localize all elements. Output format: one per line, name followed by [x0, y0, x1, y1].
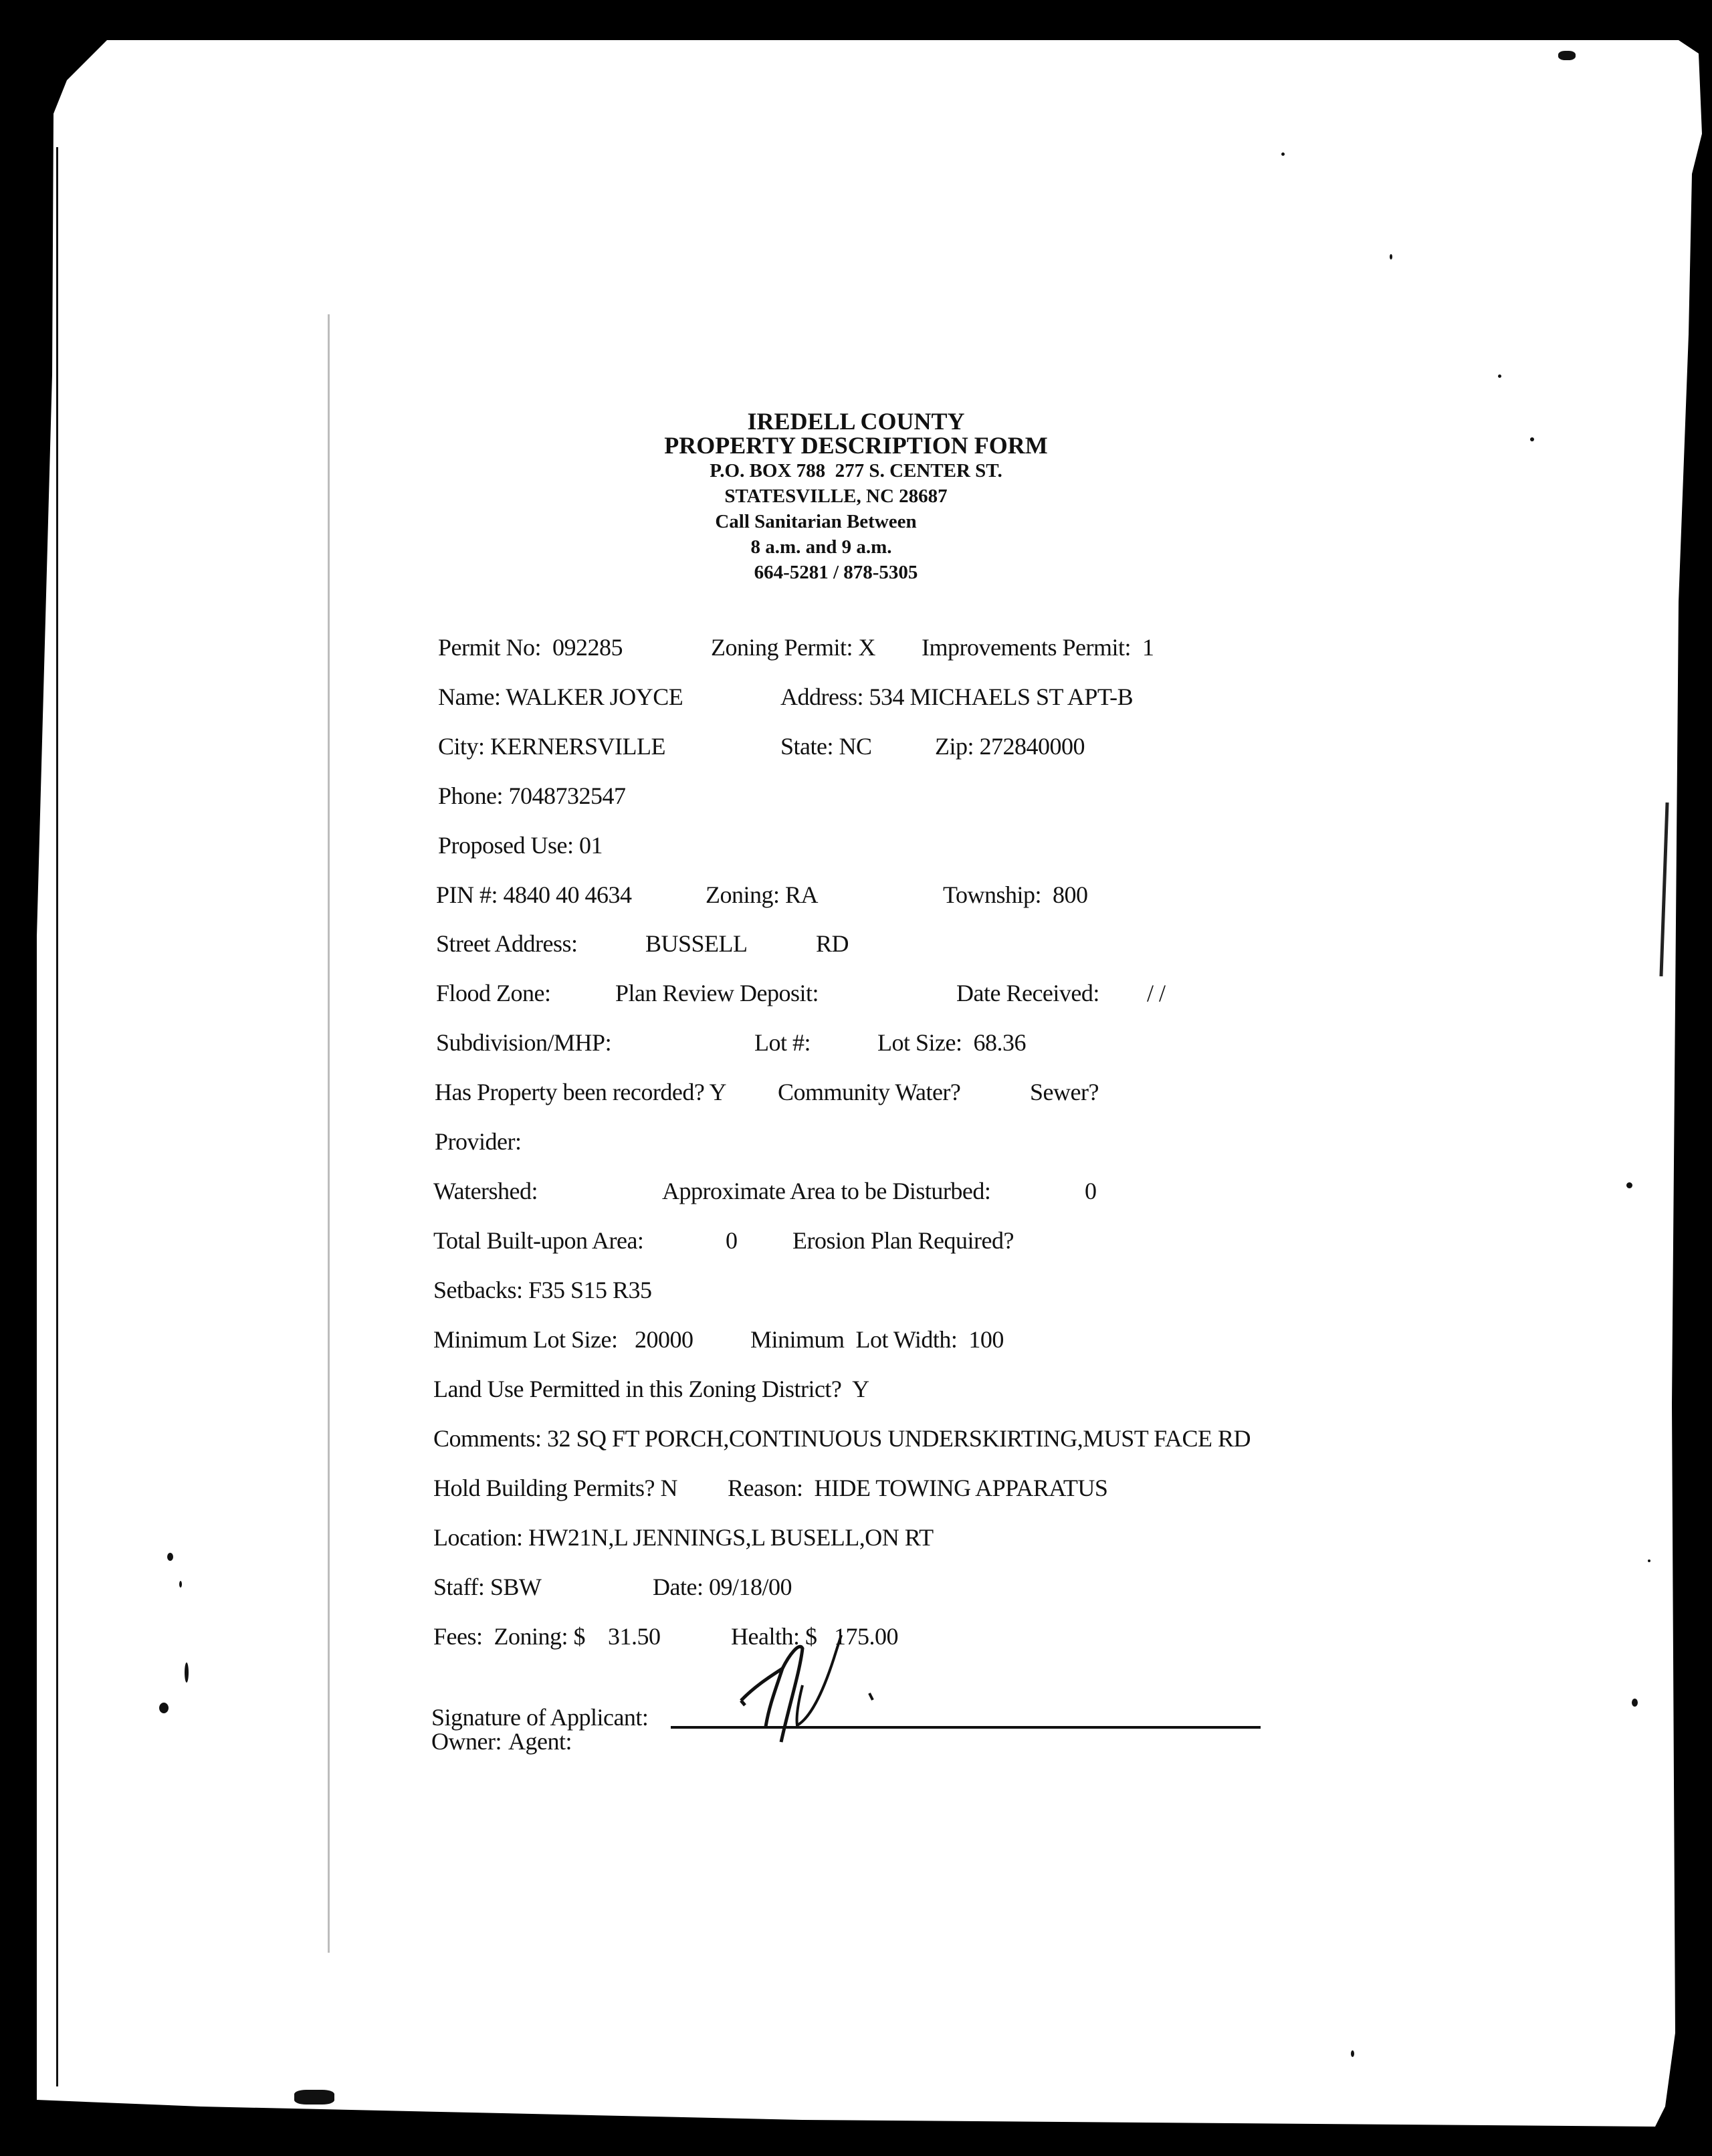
scan-speck: [185, 1662, 189, 1683]
owner-label: Owner:: [431, 1728, 502, 1755]
scan-speck: [1351, 2050, 1354, 2057]
hold-reason: Reason: HIDE TOWING APPARATUS: [728, 1475, 1108, 1501]
township: Township: 800: [943, 881, 1088, 908]
county-title: IREDELL COUNTY: [747, 408, 965, 435]
header-address: P.O. BOX 788 277 S. CENTER ST.: [710, 460, 1002, 481]
applicant-name: Name: WALKER JOYCE: [438, 683, 683, 710]
built-upon-label: Total Built-upon Area:: [433, 1227, 644, 1254]
zoning: Zoning: RA: [706, 881, 819, 908]
scan-speck: [159, 1703, 169, 1713]
lot-number: Lot #:: [754, 1029, 811, 1056]
margin-line: [328, 314, 330, 1953]
signature-stroke-1: [741, 1668, 782, 1727]
header-phones: 664-5281 / 878-5305: [754, 562, 918, 583]
pin-number: PIN #: 4840 40 4634: [436, 881, 632, 908]
property-recorded: Has Property been recorded? Y: [435, 1079, 726, 1105]
zoning-permit: Zoning Permit: X: [711, 634, 875, 661]
signature-stroke-2: [741, 1701, 745, 1705]
proposed-use: Proposed Use: 01: [438, 832, 603, 859]
applicant-state: State: NC: [780, 733, 872, 760]
permit-no: Permit No: 092285: [438, 634, 623, 661]
header-call-line: Call Sanitarian Between: [715, 511, 917, 532]
land-use-permitted: Land Use Permitted in this Zoning District? Y: [433, 1376, 869, 1402]
scan-smudge: [294, 2090, 334, 2105]
scan-speck: [1530, 437, 1534, 441]
fees-health: Health: $ 175.00: [731, 1623, 898, 1650]
area-disturbed-value: 0: [1085, 1178, 1097, 1204]
scan-speck: [167, 1553, 173, 1561]
form-title: PROPERTY DESCRIPTION FORM: [664, 432, 1048, 459]
street-name: BUSSELL: [645, 930, 748, 957]
plan-review-deposit: Plan Review Deposit:: [615, 980, 819, 1006]
hold-building-permits: Hold Building Permits? N: [433, 1475, 677, 1501]
applicant-phone: Phone: 7048732547: [438, 782, 626, 809]
community-water: Community Water?: [778, 1079, 961, 1105]
scan-speck: [1498, 374, 1501, 378]
scan-speck: [1632, 1699, 1638, 1707]
scan-speck: [1390, 254, 1392, 259]
setbacks: Setbacks: F35 S15 R35: [433, 1277, 652, 1303]
staff: Staff: SBW: [433, 1574, 542, 1600]
scan-smudge: [1558, 51, 1576, 60]
provider: Provider:: [435, 1128, 522, 1155]
header-hours: 8 a.m. and 9 a.m.: [750, 536, 892, 558]
date-received-value: / /: [1147, 980, 1166, 1006]
fees-zoning: Fees: Zoning: $ 31.50: [433, 1623, 661, 1650]
location: Location: HW21N,L JENNINGS,L BUSELL,ON RT: [433, 1524, 934, 1551]
applicant-city: City: KERNERSVILLE: [438, 733, 665, 760]
erosion-plan: Erosion Plan Required?: [792, 1227, 1014, 1254]
signature-label: Signature of Applicant:: [431, 1704, 649, 1731]
scan-speck: [1281, 152, 1285, 156]
header-city: STATESVILLE, NC 28687: [724, 486, 948, 507]
watershed: Watershed:: [433, 1178, 538, 1204]
subdivision: Subdivision/MHP:: [436, 1029, 612, 1056]
lot-size: Lot Size: 68.36: [877, 1029, 1026, 1056]
street-address-label: Street Address:: [436, 930, 578, 957]
min-lot-width: Minimum Lot Width: 100: [750, 1326, 1004, 1353]
applicant-zip: Zip: 272840000: [935, 733, 1085, 760]
flood-zone: Flood Zone:: [436, 980, 551, 1006]
agent-label: Agent:: [508, 1728, 572, 1755]
min-lot-size: Minimum Lot Size: 20000: [433, 1326, 693, 1353]
improvements-permit: Improvements Permit: 1: [922, 634, 1154, 661]
scan-speck: [1648, 1559, 1650, 1562]
signature-stroke-5: [869, 1693, 873, 1700]
scan-speck: [1626, 1182, 1632, 1188]
applicant-signature: [736, 1632, 923, 1745]
area-disturbed-label: Approximate Area to be Disturbed:: [662, 1178, 991, 1204]
date-received-label: Date Received:: [956, 980, 1099, 1006]
sewer: Sewer?: [1030, 1079, 1099, 1105]
street-suffix: RD: [816, 930, 849, 957]
comments: Comments: 32 SQ FT PORCH,CONTINUOUS UNDERSKIRTING,MUST FACE RD: [433, 1425, 1251, 1452]
date: Date: 09/18/00: [653, 1574, 792, 1600]
scan-speck: [179, 1581, 182, 1588]
built-upon-value: 0: [726, 1227, 738, 1254]
applicant-address: Address: 534 MICHAELS ST APT-B: [780, 683, 1134, 710]
